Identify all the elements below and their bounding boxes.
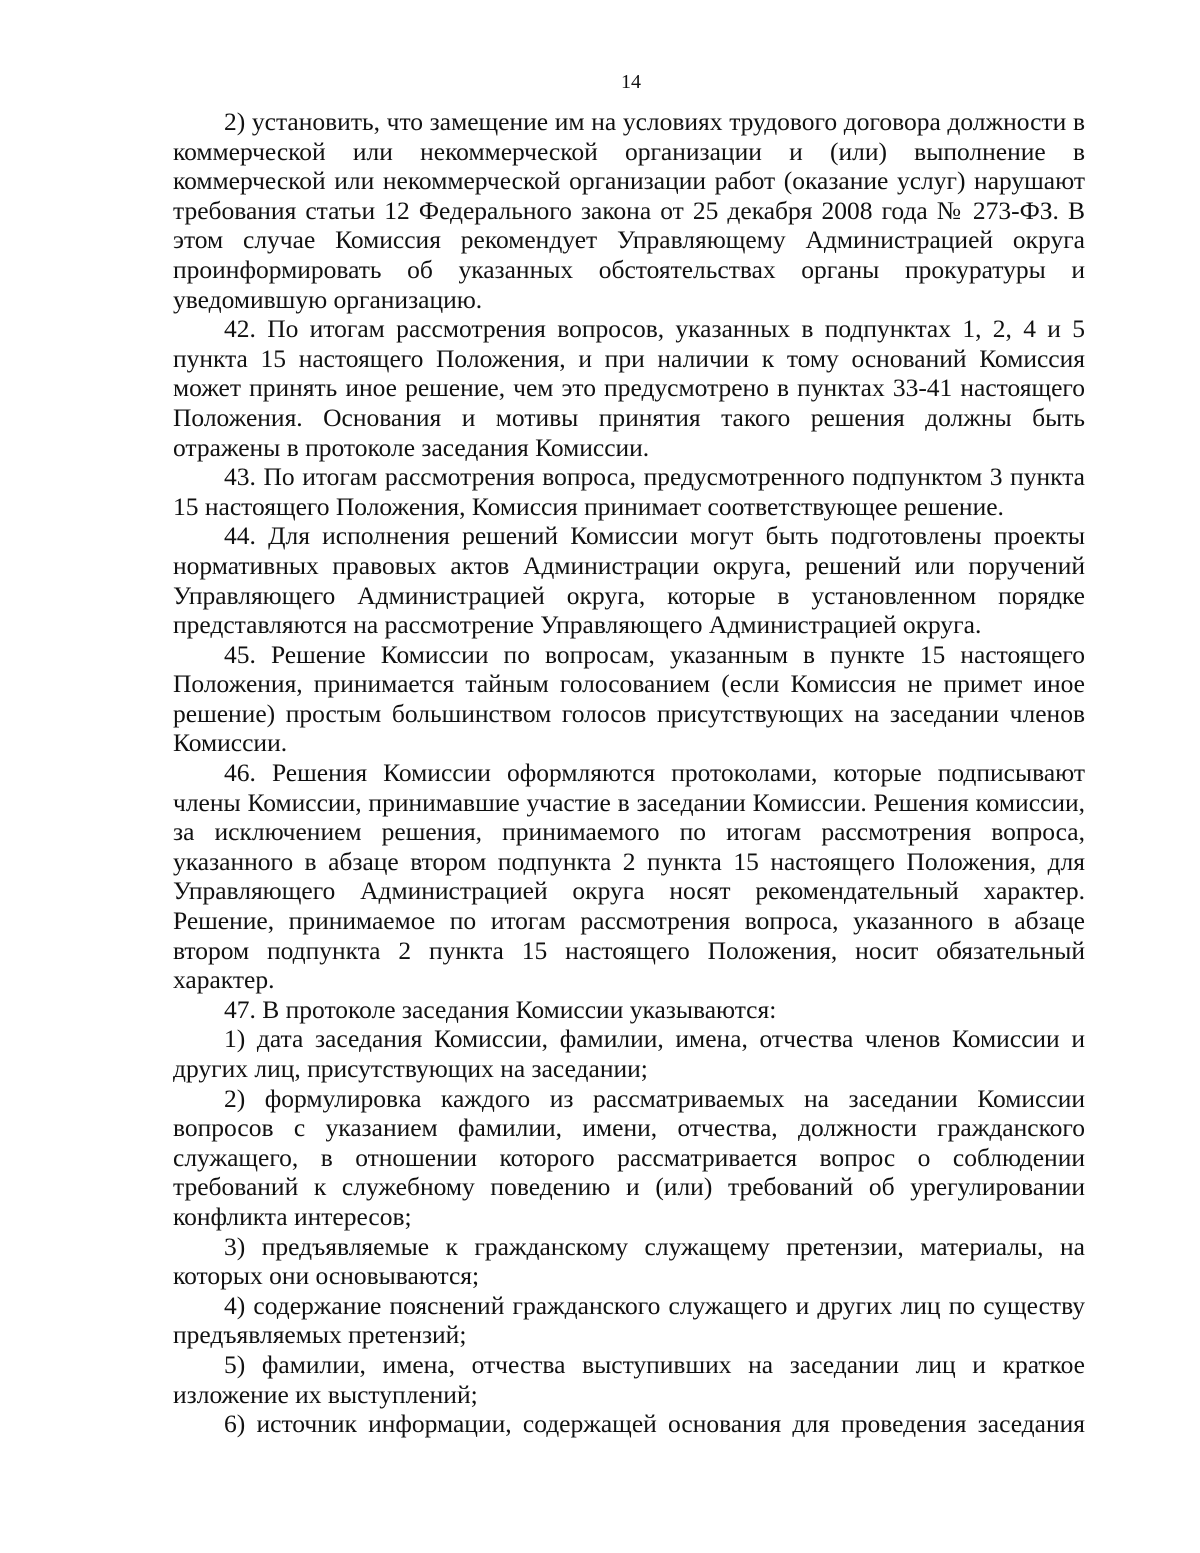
document-body	[173, 107, 1085, 1439]
paragraph-47-item-5: 5) фамилии, имена, отчества выступивших на заседании лиц и краткое изложение их выступлений;	[173, 1349, 1085, 1409]
paragraph-46: 46. Решения Комиссии оформляются протоколами, которые подписывают члены Комиссии, принимавшие участие в заседании Комиссии. Решения комиссии, за исключением решения, принимаемого по итогам рассмотрения вопроса, указанного в абзаце втором подпункта 2 пункта 15 настоящего Положения, для Управляющего Администрацией округа носят рекомендательный характер. Решение, принимаемое по итогам рассмотрения вопроса, указанного в абзаце втором подпункта 2 пункта 15 настоящего Положения, носит обязательный характер.	[173, 758, 1085, 995]
page-number: 14	[621, 71, 641, 93]
paragraph-47-item-3: 3) предъявляемые к гражданскому служащему претензии, материалы, на которых они основываются;	[173, 1231, 1085, 1291]
paragraph-47-item-2: 2) формулировка каждого из рассматриваемых на заседании Комиссии вопросов с указанием фамилии, имени, отчества, должности гражданского служащего, в отношении которого рассматривается вопрос о соблюдении требований к служебному поведению и (или) требований об урегулировании конфликта интересов;	[173, 1083, 1085, 1231]
paragraph-47: 47. В протоколе заседания Комиссии указываются:	[224, 994, 777, 1024]
paragraph-47-item-6: 6) источник информации, содержащей основания для проведения заседания	[224, 1409, 1085, 1439]
paragraph-subpoint-2: 2) установить, что замещение им на условиях трудового договора должности в коммерческой или некоммерческой организации и (или) выполнение в коммерческой или некоммерческой организации работ (оказание услуг) нарушают требования статьи 12 Федерального закона от 25 декабря 2008 года № 273-ФЗ. В этом случае Комиссия рекомендует Управляющему Администрацией округа проинформировать об указанных обстоятельствах органы прокуратуры и уведомившую организацию.	[173, 107, 1085, 314]
paragraph-42: 42. По итогам рассмотрения вопросов, указанных в подпунктах 1, 2, 4 и 5 пункта 15 настоящего Положения, и при наличии к тому оснований Комиссия может принять иное решение, чем это предусмотрено в пунктах 33-41 настоящего Положения. Основания и мотивы принятия такого решения должны быть отражены в протоколе заседания Комиссии.	[173, 314, 1085, 462]
paragraph-45: 45. Решение Комиссии по вопросам, указанным в пункте 15 настоящего Положения, принимается тайным голосованием (если Комиссия не примет иное решение) простым большинством голосов присутствующих на заседании членов Комиссии.	[173, 639, 1085, 758]
paragraph-44: 44. Для исполнения решений Комиссии могут быть подготовлены проекты нормативных правовых актов Администрации округа, решений или поручений Управляющего Администрацией округа, которые в установленном порядке представляются на рассмотрение Управляющего Администрацией округа.	[173, 521, 1085, 640]
paragraph-47-item-1: 1) дата заседания Комиссии, фамилии, имена, отчества членов Комиссии и других лиц, присутствующих на заседании;	[173, 1024, 1085, 1083]
paragraph-47-item-4: 4) содержание пояснений гражданского служащего и других лиц по существу предъявляемых претензий;	[173, 1290, 1085, 1350]
paragraph-43: 43. По итогам рассмотрения вопроса, предусмотренного подпунктом 3 пункта 15 настоящего Положения, Комиссия принимает соответствующее решение.	[173, 462, 1085, 521]
